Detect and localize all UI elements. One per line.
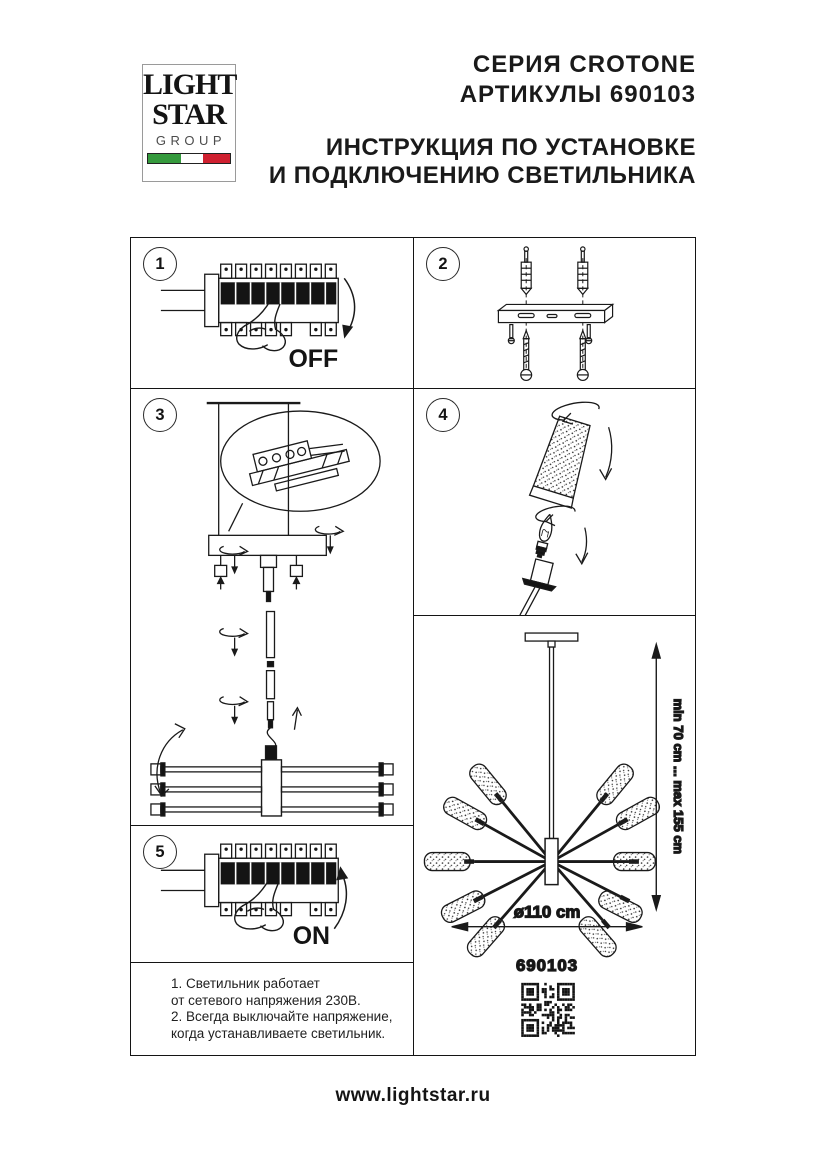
step5-panel (131, 826, 413, 963)
note-line-4: когда устанавливаете светильник. (171, 1025, 386, 1041)
title-block (269, 50, 696, 190)
chandelier-dimensions-drawing (414, 616, 695, 1055)
lightstar-logo (142, 64, 236, 182)
step1-panel (131, 238, 413, 389)
rod-assembly-drawing (131, 389, 413, 825)
dimensions-panel (414, 616, 695, 1055)
footer-url: www.lightstar.ru (335, 1085, 491, 1106)
logo-light: LIGHT (143, 68, 237, 101)
diameter-label: ø110 cm (513, 902, 581, 922)
height-range-label: min 70 cm ... max 155 cm (671, 698, 687, 855)
step3-badge: 3 (143, 398, 177, 432)
logo-group: GROUP (155, 133, 227, 148)
articles-title: АРТИКУЛЫ 690103 (459, 81, 696, 108)
flag-green (148, 154, 181, 163)
instruction-title-line1: ИНСТРУКЦИЯ ПО УСТАНОВКЕ (325, 134, 696, 161)
off-label: OFF (288, 344, 339, 373)
step5-badge: 5 (143, 835, 177, 869)
instruction-title-line2: И ПОДКЛЮЧЕНИЮ СВЕТИЛЬНИКА (268, 162, 696, 189)
step2-panel (414, 238, 695, 389)
step3-panel (131, 389, 413, 826)
italian-flag (147, 153, 231, 164)
series-title: СЕРИЯ CROTONE (472, 51, 696, 78)
step2-badge: 2 (426, 247, 460, 281)
logo-star: STAR (152, 98, 226, 131)
on-label: ON (292, 921, 331, 950)
article-number: 690103 (515, 955, 579, 975)
step4-panel (414, 389, 695, 616)
note-line-1: 1. Светильник работает (171, 976, 320, 991)
notes-panel (131, 963, 413, 1055)
step1-badge: 1 (143, 247, 177, 281)
note-line-2: от сетевого напряжения 230В. (171, 992, 361, 1008)
flag-red (203, 154, 230, 163)
note-line-3: 2. Всегда выключайте напряжение, (171, 1009, 393, 1024)
qr-code (521, 983, 575, 1037)
step4-badge: 4 (426, 398, 460, 432)
flag-white (181, 154, 203, 163)
instruction-grid (130, 237, 696, 1056)
